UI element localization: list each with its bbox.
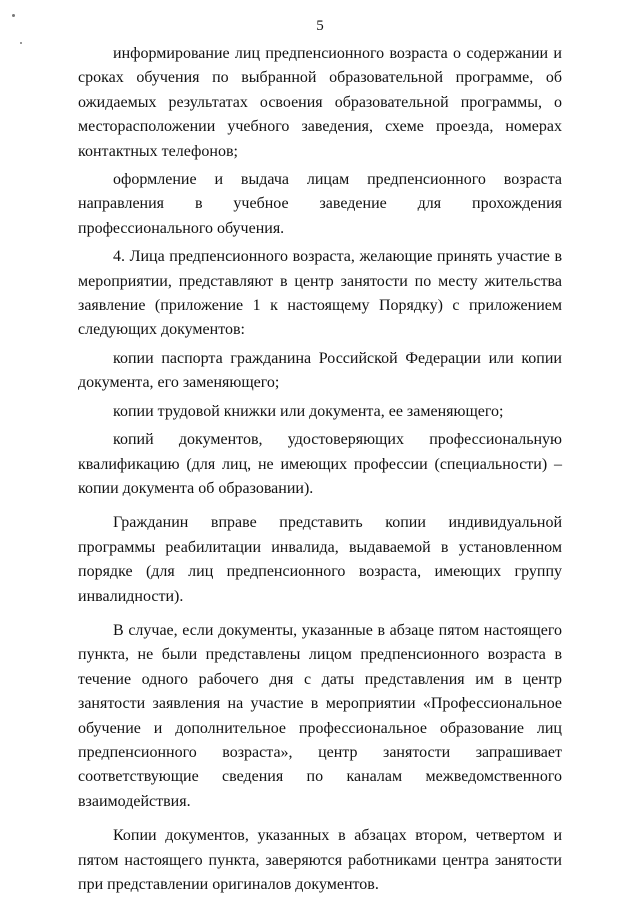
paragraph: Гражданин вправе представить копии индивидуальной программы реабилитации инвалида, выдаваемой в установленном порядке (для лиц предпенсионного возраста, имеющих группу инвалидности).	[78, 514, 562, 605]
paragraph: копий документов, удостоверяющих профессиональную квалификацию (для лиц, не имеющих профессии (специальности) – копии документа об образовании).	[78, 431, 562, 497]
scan-speck	[12, 14, 15, 17]
paragraph: 4. Лица предпенсионного возраста, желающие принять участие в мероприятии, представляют в центр занятости по месту жительства заявление (приложение 1 к настоящему Порядку) с приложением следующих документов:	[78, 248, 562, 339]
paragraph: копии трудовой книжки или документа, ее заменяющего;	[113, 402, 504, 420]
scan-speck	[20, 42, 22, 44]
page-number: 5	[316, 18, 324, 34]
paragraph: Копии документов, указанных в абзацах втором, четвертом и пятом настоящего пункта, заверяются работниками центра занятости при представлении оригиналов документов.	[78, 827, 562, 893]
paragraph: информирование лиц предпенсионного возраста о содержании и сроках обучения по выбранной образовательной программе, об ожидаемых результатах освоения образовательной программы, о месторасположении учебного заведения, схеме проезда, номерах контактных телефонов;	[78, 45, 562, 160]
paragraph: копии паспорта гражданина Российской Федерации или копии документа, его заменяющего;	[78, 349, 562, 392]
paragraph: В случае, если документы, указанные в абзаце пятом настоящего пункта, не были представлены лицом предпенсионного возраста в течение одного рабочего дня с даты представления им в центр занятости заявления на участие в мероприятии «Профессиональное обучение и дополнительное профессиональное образование лиц предпенсионного возраста», центр занятости запрашивает соответствующие сведения по каналам межведомственного взаимодействия.	[78, 621, 562, 810]
document-body	[78, 42, 562, 897]
paragraph: оформление и выдача лицам предпенсионного возраста направления в учебное заведение для прохождения профессионального обучения.	[78, 171, 562, 237]
